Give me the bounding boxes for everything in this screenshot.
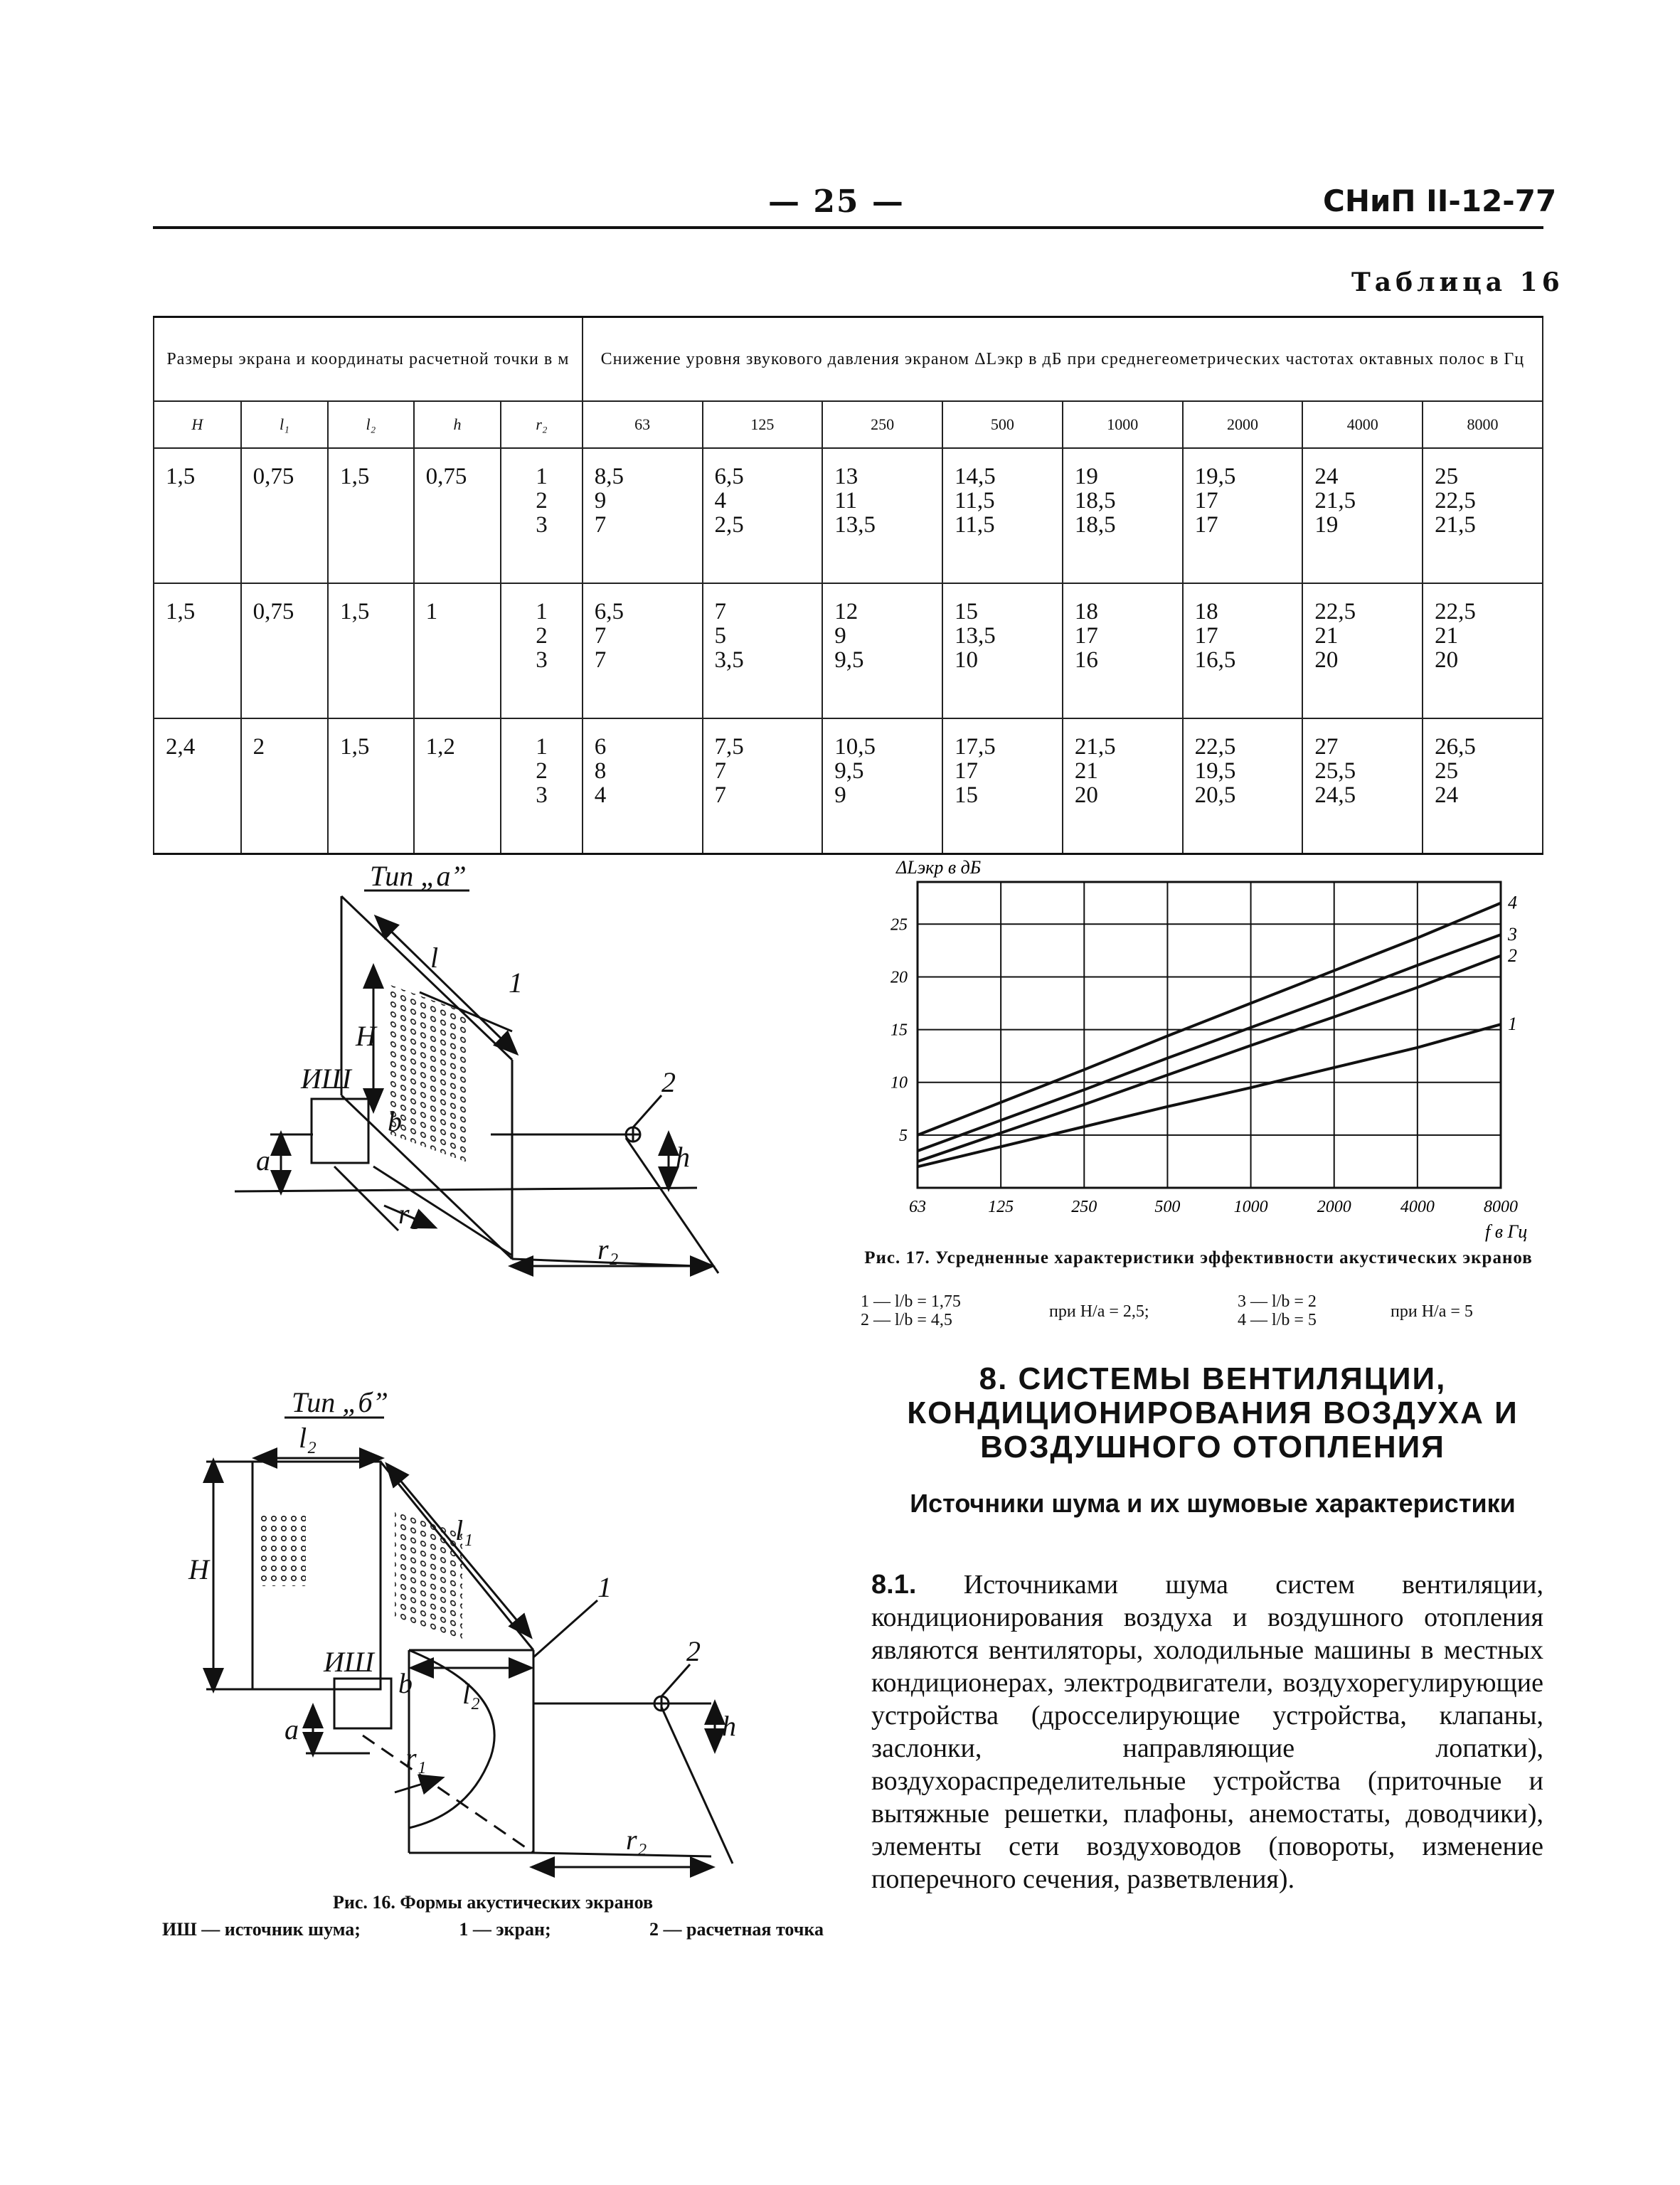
table-header-cell: 250 [822, 401, 942, 448]
table-cell: 10,5 9,5 9 [822, 718, 942, 854]
table-header-cell: l₁ [241, 401, 329, 448]
label-1-a: 1 [509, 967, 523, 999]
series-line-3 [918, 935, 1501, 1151]
chart-xlabel: f в Гц [1485, 1221, 1528, 1242]
x-tick-label: 2000 [1317, 1198, 1351, 1216]
table-cell: 1,5 [328, 718, 414, 854]
series-line-1 [918, 1024, 1501, 1166]
label-2-a: 2 [661, 1066, 676, 1098]
table-cell: 22,5 21 20 [1302, 583, 1423, 718]
label-h-b: h [722, 1710, 736, 1742]
label-2-b: 2 [686, 1635, 701, 1667]
y-tick-label: 20 [890, 968, 908, 987]
x-tick-label: 1000 [1233, 1198, 1268, 1216]
table-cell: 0,75 [241, 583, 329, 718]
table-cell: 15 13,5 10 [942, 583, 1063, 718]
x-tick-label: 63 [909, 1198, 926, 1216]
table-cell: 1 [414, 583, 501, 718]
type-a-label: Тип „а” [370, 860, 467, 892]
document-code: СНиП II-12-77 [1323, 184, 1557, 218]
table-cell: 1,2 [414, 718, 501, 854]
table-cell: 6,5 4 2,5 [703, 448, 823, 583]
figure-17-chart [839, 854, 1543, 1245]
table-cell: 21,5 21 20 [1063, 718, 1183, 854]
table-cell: 6 8 4 [583, 718, 703, 854]
table-header-cell: h [414, 401, 501, 448]
legend-item: ИШ — источник шума; [162, 1919, 361, 1940]
table-cell: 6,5 7 7 [583, 583, 703, 718]
x-tick-label: 4000 [1400, 1198, 1435, 1216]
table-cell: 18 17 16 [1063, 583, 1183, 718]
label-H-b: H [188, 1553, 209, 1585]
chart-frame [918, 882, 1501, 1188]
x-tick-label: 250 [1071, 1198, 1097, 1216]
type-b-label: Тип „б” [292, 1386, 388, 1418]
table-cell: 0,75 [414, 448, 501, 583]
legend-line-4: 4 — l/b = 5 [1238, 1311, 1317, 1329]
series-label: 3 [1508, 924, 1517, 945]
figure-16-caption: Рис. 16. Формы акустических экранов [333, 1892, 653, 1913]
table-header-cell: 63 [583, 401, 703, 448]
table-cell: 1 2 3 [501, 448, 583, 583]
figure-17-caption: Рис. 17. Усредненные характеристики эффективности акустических экранов [864, 1248, 1533, 1267]
label-h-a: h [676, 1141, 690, 1173]
table-header-cell: 2000 [1183, 401, 1303, 448]
y-tick-label: 10 [890, 1073, 908, 1092]
series-line-4 [918, 903, 1501, 1135]
table-cell: 8,5 9 7 [583, 448, 703, 583]
label-H-a: H [356, 1020, 376, 1052]
table-cell: 2 [241, 718, 329, 854]
legend-line-3: 3 — l/b = 2 [1238, 1292, 1317, 1311]
x-tick-label: 125 [988, 1198, 1014, 1216]
table-cell: 1,5 [328, 583, 414, 718]
label-b-b: b [398, 1667, 413, 1699]
table-caption: Таблица 16 [1351, 267, 1564, 297]
y-tick-label: 15 [890, 1021, 908, 1040]
label-ish-a: ИШ [301, 1063, 351, 1095]
table-cell: 13 11 13,5 [822, 448, 942, 583]
page-number: — 25 — [768, 184, 905, 220]
table-cell: 7,5 7 7 [703, 718, 823, 854]
label-b-a: b [388, 1105, 402, 1137]
table-header-cell: 4000 [1302, 401, 1423, 448]
label-r1-b: r₁ [405, 1742, 427, 1774]
table-cell: 0,75 [241, 448, 329, 583]
y-tick-label: 25 [890, 915, 908, 935]
paragraph-8-1 [871, 1568, 1543, 1896]
table-header-cell: l₂ [328, 401, 414, 448]
wall-mesh-b [260, 1511, 306, 1586]
label-l1-b: l₁ [455, 1514, 474, 1546]
paragraph-number: 8.1. [871, 1570, 917, 1600]
legend-line-2: 2 — l/b = 4,5 [861, 1311, 952, 1329]
chart-ylabel: ΔLэкр в дБ [896, 857, 982, 878]
section-title: 8. СИСТЕМЫ ВЕНТИЛЯЦИИ, КОНДИЦИОНИРОВАНИЯ ВОЗДУХА И ВОЗДУШНОГО ОТОПЛЕНИЯ [907, 1361, 1519, 1464]
table-cell: 2,4 [154, 718, 241, 854]
table-cell: 1,5 [328, 448, 414, 583]
series-label: 1 [1508, 1014, 1517, 1035]
table-cell: 27 25,5 24,5 [1302, 718, 1423, 854]
label-r2-a: r₂ [597, 1233, 619, 1265]
label-1-b: 1 [597, 1571, 612, 1603]
label-r2-b: r₂ [626, 1824, 647, 1856]
legend-item: 1 — экран; [459, 1919, 551, 1940]
paragraph-text: Источниками шума систем вентиляции, кондиционирования воздуха и воздушного отопления являются вентиляторы, холодильные машины в местных кондиционерах, электродвигатели, воздухорегулирующие устройства (дросселирующие устройства, клапаны, заслонки, направляющие лопатки), воздухораспределительные устройства (приточные и вытяжные решетки, плафоны, анемостаты, доводчики), элементы сети воздуховодов (повороты, изменение поперечного сечения, разветвления). [871, 1570, 1543, 1894]
table-group-reduction: Снижение уровня звукового давления экраном ΔLэкр в дБ при среднегеометрических частотах октавных полос в Гц [583, 317, 1543, 402]
label-l2-top: l₂ [299, 1422, 317, 1454]
table-header-cell: 8000 [1423, 401, 1543, 448]
table-cell: 25 22,5 21,5 [1423, 448, 1543, 583]
table-cell: 19 18,5 18,5 [1063, 448, 1183, 583]
table-cell: 12 9 9,5 [822, 583, 942, 718]
series-line-2 [918, 956, 1501, 1161]
legend-item: 2 — расчетная точка [649, 1919, 824, 1940]
y-tick-label: 5 [899, 1126, 908, 1145]
legend-cond-1: при H/a = 2,5; [1049, 1302, 1149, 1321]
label-l2-b: l₂ [462, 1678, 481, 1710]
table-header-cell: r₂ [501, 401, 583, 448]
label-r1-a: r₁ [398, 1198, 420, 1230]
table-header-cell: 500 [942, 401, 1063, 448]
label-ish-b: ИШ [324, 1646, 374, 1678]
legend-line-1: 1 — l/b = 1,75 [861, 1292, 961, 1311]
x-tick-label: 8000 [1484, 1198, 1518, 1216]
table-cell: 22,5 19,5 20,5 [1183, 718, 1303, 854]
table-cell: 26,5 25 24 [1423, 718, 1543, 854]
table-header-cell: 125 [703, 401, 823, 448]
table-cell: 1 2 3 [501, 718, 583, 854]
table-header-cell: 1000 [1063, 401, 1183, 448]
figure-16-legend [162, 1919, 824, 1940]
table-cell: 24 21,5 19 [1302, 448, 1423, 583]
table-cell: 19,5 17 17 [1183, 448, 1303, 583]
screen-mesh-b [395, 1511, 462, 1640]
table-cell: 22,5 21 20 [1423, 583, 1543, 718]
table-group-dimensions: Размеры экрана и координаты расчетной точки в м [154, 317, 583, 402]
section-subtitle: Источники шума и их шумовые характеристики [910, 1489, 1516, 1518]
label-a-a: a [256, 1144, 270, 1176]
table-cell: 1 2 3 [501, 583, 583, 718]
table-cell: 1,5 [154, 583, 241, 718]
label-a-b: a [285, 1713, 299, 1745]
table-header-cell: H [154, 401, 241, 448]
x-tick-label: 500 [1154, 1198, 1181, 1216]
series-label: 2 [1508, 945, 1517, 966]
table-cell: 1,5 [154, 448, 241, 583]
series-label: 4 [1508, 892, 1517, 913]
legend-cond-2: при H/a = 5 [1391, 1302, 1473, 1321]
table-cell: 17,5 17 15 [942, 718, 1063, 854]
table-cell: 7 5 3,5 [703, 583, 823, 718]
table-cell: 18 17 16,5 [1183, 583, 1303, 718]
label-l: l [430, 942, 439, 974]
table-cell: 14,5 11,5 11,5 [942, 448, 1063, 583]
